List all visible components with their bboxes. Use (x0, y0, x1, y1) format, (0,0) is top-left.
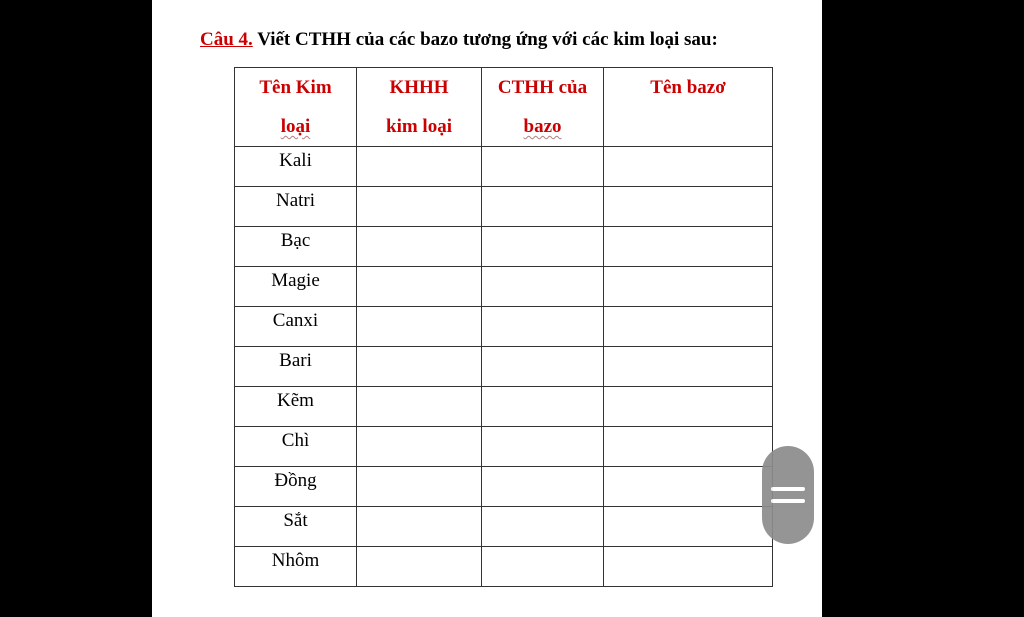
formula-cell[interactable] (482, 427, 604, 467)
base-name-cell[interactable] (604, 347, 773, 387)
metal-name-cell: Bari (235, 347, 357, 387)
table-row (235, 307, 773, 347)
formula-cell[interactable] (482, 467, 604, 507)
symbol-cell[interactable] (357, 507, 482, 547)
header-formula-line2: bazo (523, 116, 562, 137)
table-header-row (235, 68, 773, 147)
table-row (235, 547, 773, 587)
base-name-cell[interactable] (604, 187, 773, 227)
base-name-cell[interactable] (604, 267, 773, 307)
question-label: Câu 4. (200, 29, 253, 50)
table-row (235, 347, 773, 387)
formula-cell[interactable] (482, 347, 604, 387)
symbol-cell[interactable] (357, 147, 482, 187)
base-name-cell[interactable] (604, 307, 773, 347)
symbol-cell[interactable] (357, 387, 482, 427)
formula-cell[interactable] (482, 507, 604, 547)
base-name-cell[interactable] (604, 227, 773, 267)
header-symbol-line2: kim loại (386, 116, 452, 137)
header-formula (482, 68, 604, 147)
symbol-cell[interactable] (357, 307, 482, 347)
metal-name-cell: Sắt (235, 507, 357, 547)
base-name-cell[interactable] (604, 547, 773, 587)
symbol-cell[interactable] (357, 347, 482, 387)
metal-name-cell: Bạc (235, 227, 357, 267)
symbol-cell[interactable] (357, 467, 482, 507)
header-formula-line1: CTHH của (497, 77, 588, 98)
formula-cell[interactable] (482, 227, 604, 267)
base-name-cell[interactable] (604, 467, 773, 507)
symbol-cell[interactable] (357, 227, 482, 267)
table-row (235, 507, 773, 547)
metal-name-cell: Canxi (235, 307, 357, 347)
header-metal-name-line1: Tên Kim (259, 77, 332, 98)
header-base-name (604, 68, 773, 147)
formula-cell[interactable] (482, 147, 604, 187)
metal-name-cell: Chì (235, 427, 357, 467)
formula-cell[interactable] (482, 547, 604, 587)
symbol-cell[interactable] (357, 267, 482, 307)
symbol-cell[interactable] (357, 187, 482, 227)
metal-name-cell: Natri (235, 187, 357, 227)
base-name-cell[interactable] (604, 427, 773, 467)
symbol-cell[interactable] (357, 547, 482, 587)
metal-base-table (234, 67, 773, 587)
metal-name-cell: Nhôm (235, 547, 357, 587)
table-row (235, 427, 773, 467)
table-row (235, 147, 773, 187)
base-name-cell[interactable] (604, 507, 773, 547)
question-text: Viết CTHH của các bazo tương ứng với các kim loại sau: (252, 29, 718, 50)
header-symbol (357, 68, 482, 147)
metal-name-cell: Magie (235, 267, 357, 307)
header-metal-name (235, 68, 357, 147)
formula-cell[interactable] (482, 187, 604, 227)
question-heading (200, 29, 718, 51)
metal-name-cell: Đồng (235, 467, 357, 507)
base-name-cell[interactable] (604, 147, 773, 187)
table-row (235, 267, 773, 307)
formula-cell[interactable] (482, 307, 604, 347)
table-row (235, 387, 773, 427)
header-symbol-line1: KHHH (389, 77, 449, 98)
table-row (235, 227, 773, 267)
table-row (235, 467, 773, 507)
base-name-cell[interactable] (604, 387, 773, 427)
header-base-name-line1: Tên bazơ (650, 77, 726, 98)
header-metal-name-line2: loại (280, 116, 311, 137)
scroll-handle[interactable] (762, 446, 814, 544)
formula-cell[interactable] (482, 267, 604, 307)
metal-name-cell: Kali (235, 147, 357, 187)
formula-cell[interactable] (482, 387, 604, 427)
metal-name-cell: Kẽm (235, 387, 357, 427)
table-row (235, 187, 773, 227)
symbol-cell[interactable] (357, 427, 482, 467)
